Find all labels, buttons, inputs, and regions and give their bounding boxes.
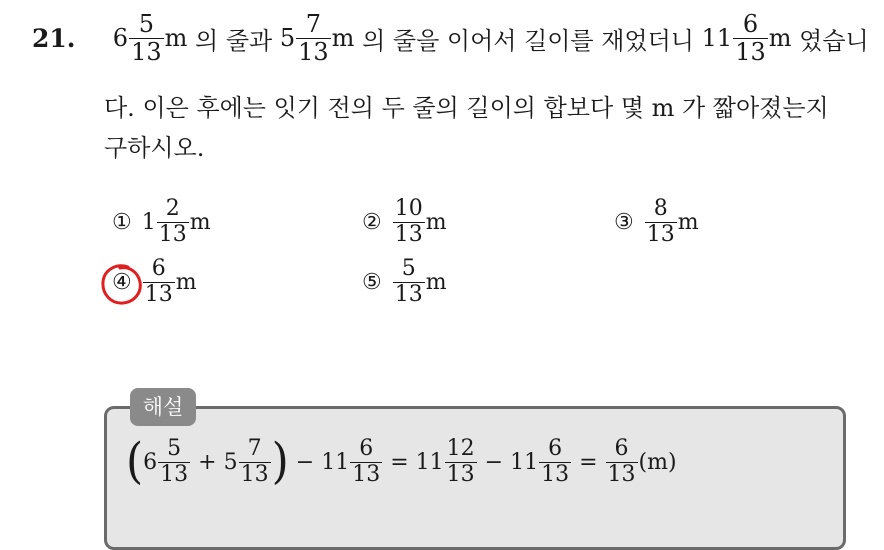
unit-m: m bbox=[677, 209, 699, 235]
fraction: $\frac{10}{13}$ bbox=[394, 196, 423, 247]
mixed-whole: 11 bbox=[510, 449, 539, 475]
minus-sign: − bbox=[295, 449, 315, 475]
left-paren: ( bbox=[126, 433, 144, 490]
choice-3[interactable] bbox=[614, 198, 699, 246]
equals-sign: = bbox=[579, 449, 598, 475]
fraction: $\frac{7}{13}$ bbox=[298, 10, 329, 66]
mixed-whole: 11 bbox=[415, 449, 444, 475]
mixed-whole: 6 bbox=[112, 24, 129, 52]
right-paren: ) bbox=[271, 433, 289, 490]
unit-m: m bbox=[189, 209, 211, 235]
equals-sign: = bbox=[390, 449, 409, 475]
choice-marker: ① bbox=[112, 209, 132, 235]
unit-m: m bbox=[331, 24, 355, 52]
unit-m: m bbox=[768, 24, 792, 52]
question-text-3: 였습니 bbox=[799, 26, 869, 55]
choice-5[interactable] bbox=[362, 258, 447, 306]
choice-marker: ③ bbox=[614, 209, 634, 235]
fraction: $\frac{8}{13}$ bbox=[646, 196, 675, 247]
mixed-whole: 11 bbox=[321, 449, 350, 475]
fraction: $\frac{6}{13}$ bbox=[735, 10, 766, 66]
mixed-whole: 5 bbox=[223, 449, 238, 475]
unit-m-paren: (m) bbox=[638, 449, 677, 475]
mixed-whole: 11 bbox=[701, 24, 733, 52]
minus-sign: − bbox=[484, 449, 504, 475]
fraction: $\frac{5}{13}$ bbox=[394, 256, 423, 307]
unit-m: m bbox=[425, 269, 447, 295]
question-text-2: 의 줄을 이어서 길이를 재었더니 bbox=[362, 26, 694, 55]
fraction: $\frac{12}{13}$ bbox=[446, 436, 475, 487]
fraction: $\frac{5}{13}$ bbox=[160, 436, 189, 487]
fraction: $\frac{7}{13}$ bbox=[240, 436, 269, 487]
plus-sign: + bbox=[198, 449, 217, 475]
question-line-2: 다. 이은 후에는 잇기 전의 두 줄의 길이의 합보다 몇 m 가 짧아졌는지 bbox=[104, 94, 829, 122]
question-line-1 bbox=[32, 12, 869, 64]
choice-2[interactable] bbox=[362, 198, 447, 246]
unit-m: m bbox=[175, 269, 197, 295]
fraction: $\frac{6}{13}$ bbox=[541, 436, 570, 487]
unit-m: m bbox=[425, 209, 447, 235]
fraction: $\frac{2}{13}$ bbox=[158, 196, 187, 247]
mixed-whole: 6 bbox=[143, 449, 158, 475]
choice-marker: ② bbox=[362, 209, 382, 235]
fraction: $\frac{6}{13}$ bbox=[352, 436, 381, 487]
fraction: $\frac{6}{13}$ bbox=[144, 256, 173, 307]
choice-1[interactable] bbox=[112, 198, 211, 246]
mixed-whole: 5 bbox=[279, 24, 296, 52]
unit-m: m bbox=[164, 24, 188, 52]
selection-circle-icon bbox=[98, 260, 148, 310]
choice-marker: ④ bbox=[112, 269, 132, 295]
solution-tag: 해설 bbox=[130, 388, 196, 426]
question-number: 21. bbox=[32, 23, 76, 53]
fraction: $\frac{5}{13}$ bbox=[131, 10, 162, 66]
question-line-3: 구하시오. bbox=[104, 134, 205, 162]
solution-equation bbox=[126, 433, 677, 490]
question-text-1: 의 줄과 bbox=[195, 26, 273, 55]
mixed-whole: 1 bbox=[141, 209, 156, 235]
choice-marker: ⑤ bbox=[362, 269, 382, 295]
fraction: $\frac{6}{13}$ bbox=[607, 436, 636, 487]
